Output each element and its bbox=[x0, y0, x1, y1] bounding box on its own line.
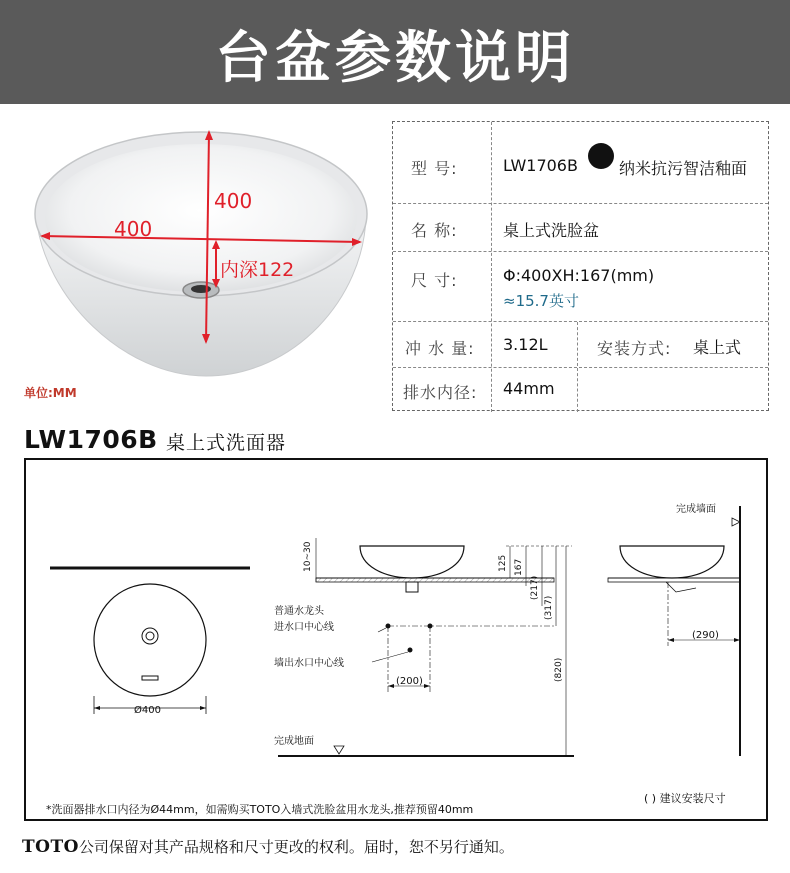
photo-depth-label: 内深122 bbox=[220, 259, 295, 281]
install-label: 安装方式: bbox=[597, 339, 672, 358]
wall-outlet-label: 墙出水口中心线 bbox=[274, 658, 344, 669]
footer-disclaimer bbox=[22, 836, 514, 857]
photo-width-label: 400 bbox=[114, 217, 153, 241]
svg-text:10~30: 10~30 bbox=[303, 541, 313, 572]
model-value: LW1706B bbox=[503, 156, 578, 175]
spec-row-flush bbox=[393, 322, 768, 368]
drawing-canvas bbox=[26, 460, 766, 819]
flush-label: 冲 水 量: bbox=[405, 339, 475, 358]
unit-label: 单位:MM bbox=[24, 386, 77, 400]
technical-drawing bbox=[24, 458, 768, 821]
floor-label: 完成地面 bbox=[274, 736, 314, 747]
basin-photo bbox=[14, 118, 388, 388]
page-title: 台盆参数说明 bbox=[215, 26, 575, 91]
front-view-bowl bbox=[360, 546, 464, 578]
wall-label: 完成墙面 bbox=[676, 504, 716, 515]
size-inch: ≈15.7英寸 bbox=[503, 292, 579, 310]
header-banner bbox=[0, 0, 790, 104]
drawing-model: LW1706B bbox=[24, 425, 158, 454]
svg-text:(820): (820) bbox=[554, 657, 564, 682]
svg-text:(217): (217) bbox=[530, 575, 540, 600]
svg-text:(317): (317) bbox=[544, 595, 554, 620]
faucet-label-1: 普通水龙头 bbox=[274, 606, 324, 617]
side-view-bowl bbox=[620, 546, 724, 578]
install-value: 桌上式 bbox=[693, 338, 742, 357]
size-label: 尺 寸: bbox=[411, 271, 458, 290]
name-value: 桌上式洗脸盆 bbox=[503, 221, 600, 240]
footer-text: 公司保留对其产品规格和尺寸更改的权利。届时，恕不另行通知。 bbox=[78, 838, 514, 856]
photo-height-label: 400 bbox=[214, 189, 253, 213]
name-label: 名 称: bbox=[411, 221, 458, 240]
drawing-name: 桌上式洗面器 bbox=[166, 432, 287, 454]
drawing-legend: ( ) 建议安装尺寸 bbox=[644, 792, 726, 805]
svg-text:167: 167 bbox=[514, 558, 524, 576]
drain-value: 44mm bbox=[503, 379, 555, 398]
spec-table bbox=[392, 121, 769, 411]
diameter-label: Ø400 bbox=[134, 705, 161, 716]
dim-290: (290) bbox=[692, 630, 719, 641]
spec-row-size bbox=[393, 252, 768, 322]
drain-label: 排水内径: bbox=[403, 383, 478, 402]
flush-value: 3.12L bbox=[503, 335, 548, 354]
spec-row-drain bbox=[393, 368, 768, 412]
spec-row-name bbox=[393, 204, 768, 252]
model-label: 型 号: bbox=[411, 159, 458, 178]
nano-glaze-icon bbox=[588, 143, 614, 169]
size-value: Φ:400XH:167(mm) bbox=[503, 266, 655, 285]
spec-row-model bbox=[393, 122, 768, 204]
brand-logo: TOTO bbox=[22, 837, 79, 857]
faucet-label-2: 进水口中心线 bbox=[274, 622, 334, 633]
drawing-note: *洗面器排水口内径为Ø44mm，如需购买TOTO入墙式洗脸盆用水龙头,推荐预留40mm bbox=[46, 803, 474, 816]
svg-text:125: 125 bbox=[498, 554, 508, 572]
dim-200: (200) bbox=[396, 676, 423, 687]
model-feature: 纳米抗污智洁釉面 bbox=[619, 159, 748, 178]
